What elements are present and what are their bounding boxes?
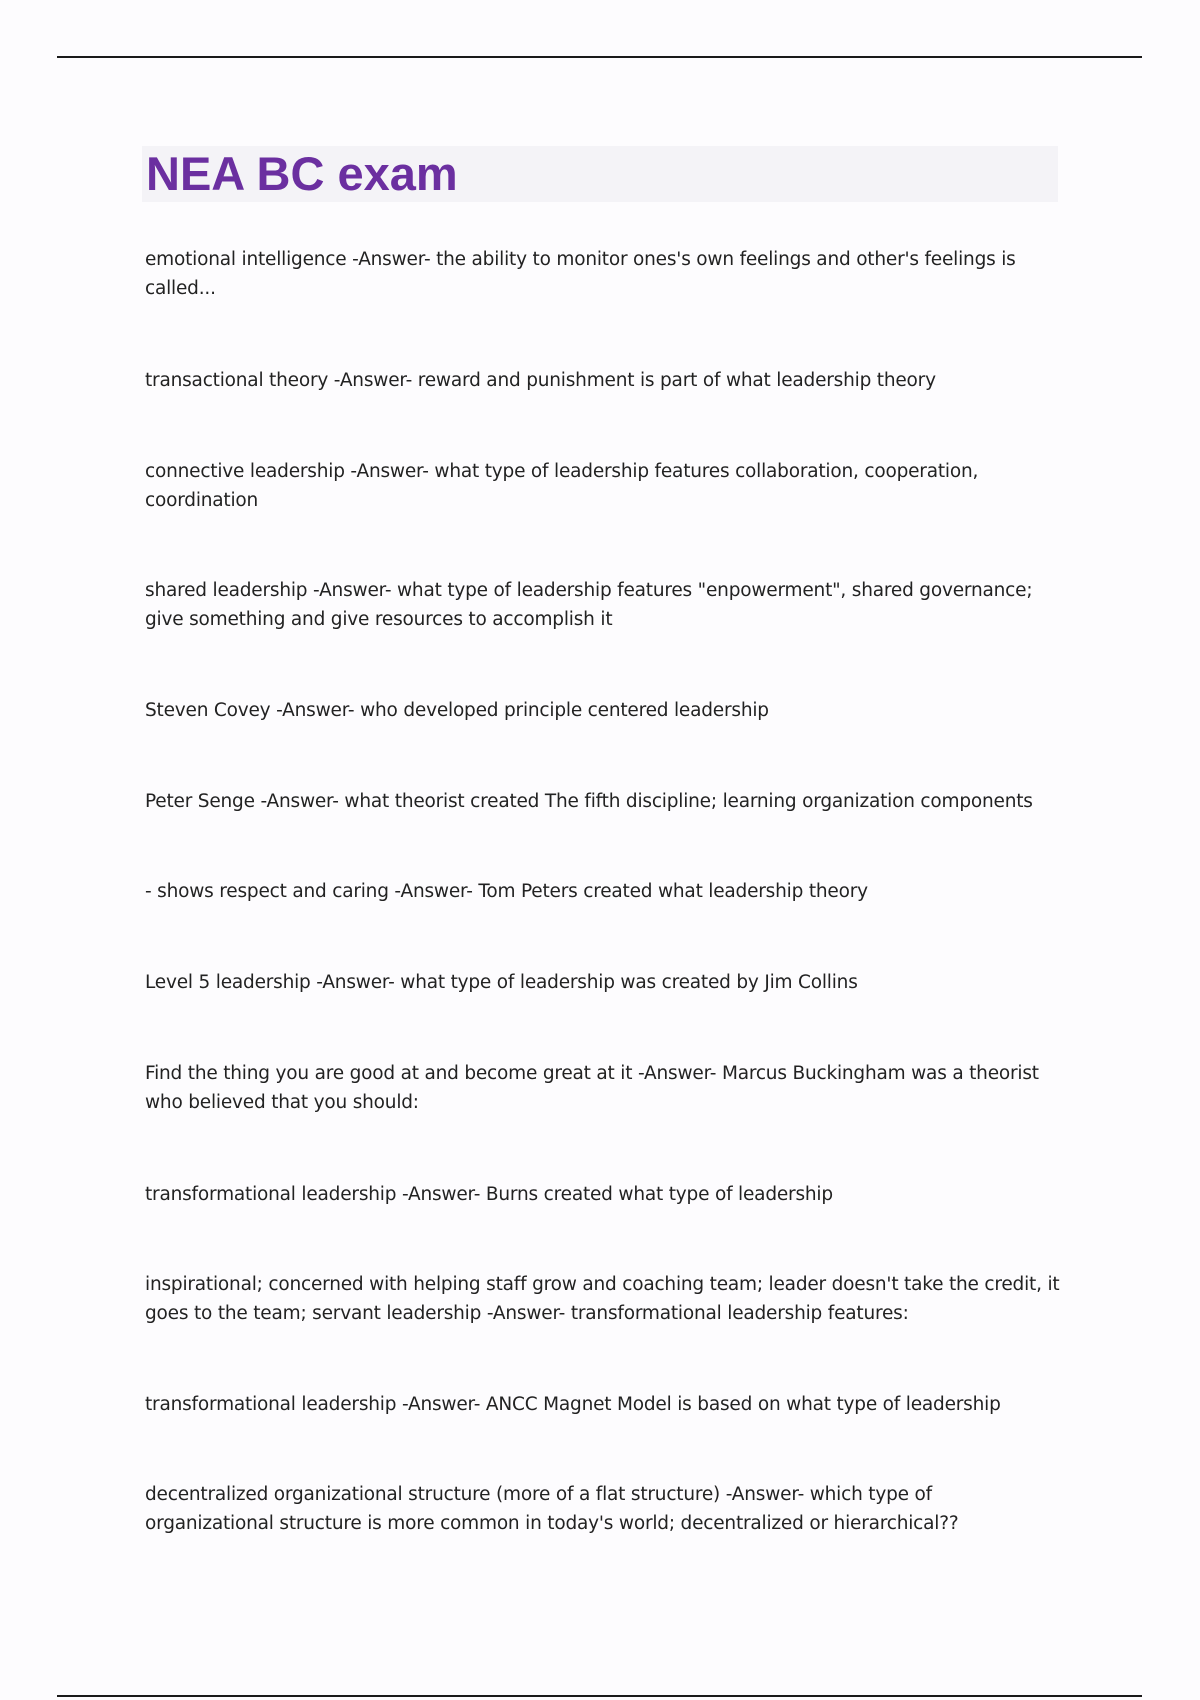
qa-entry-11: inspirational; concerned with helping staff grow and coaching team; leader doesn't take the credit, it goes to the team; servant leadership -Answer- transformational leadership features: [145, 1274, 1060, 1324]
qa-entry-4: shared leadership -Answer- what type of leadership features "enpowerment", shared governance; give something and give resources to accomplish it [145, 580, 1033, 630]
bottom-rule [57, 1695, 1142, 1697]
qa-entry-10: transformational leadership -Answer- Burns created what type of leadership [145, 1184, 833, 1205]
qa-entry-5: Steven Covey -Answer- who developed principle centered leadership [145, 700, 769, 721]
page-title: NEA BC exam [146, 147, 458, 200]
qa-entry-9: Find the thing you are good at and become great at it -Answer- Marcus Buckingham was a theorist who believed that you should: [145, 1063, 1039, 1113]
qa-entry-8: Level 5 leadership -Answer- what type of leadership was created by Jim Collins [145, 972, 858, 993]
qa-entry-1: emotional intelligence -Answer- the ability to monitor ones's own feelings and other's feelings is called... [145, 249, 1016, 299]
qa-entry-13: decentralized organizational structure (more of a flat structure) -Answer- which type of organizational structure is more common in today's world; decentralized or hierarchical?? [145, 1484, 959, 1534]
qa-entry-7: - shows respect and caring -Answer- Tom Peters created what leadership theory [145, 881, 868, 902]
qa-entry-12: transformational leadership -Answer- ANCC Magnet Model is based on what type of leadership [145, 1394, 1001, 1415]
top-rule [57, 56, 1142, 58]
qa-entry-3: connective leadership -Answer- what type of leadership features collaboration, cooperation, coordination [145, 461, 979, 511]
qa-entry-6: Peter Senge -Answer- what theorist created The fifth discipline; learning organization components [145, 791, 1033, 812]
qa-entry-2: transactional theory -Answer- reward and punishment is part of what leadership theory [145, 370, 936, 391]
